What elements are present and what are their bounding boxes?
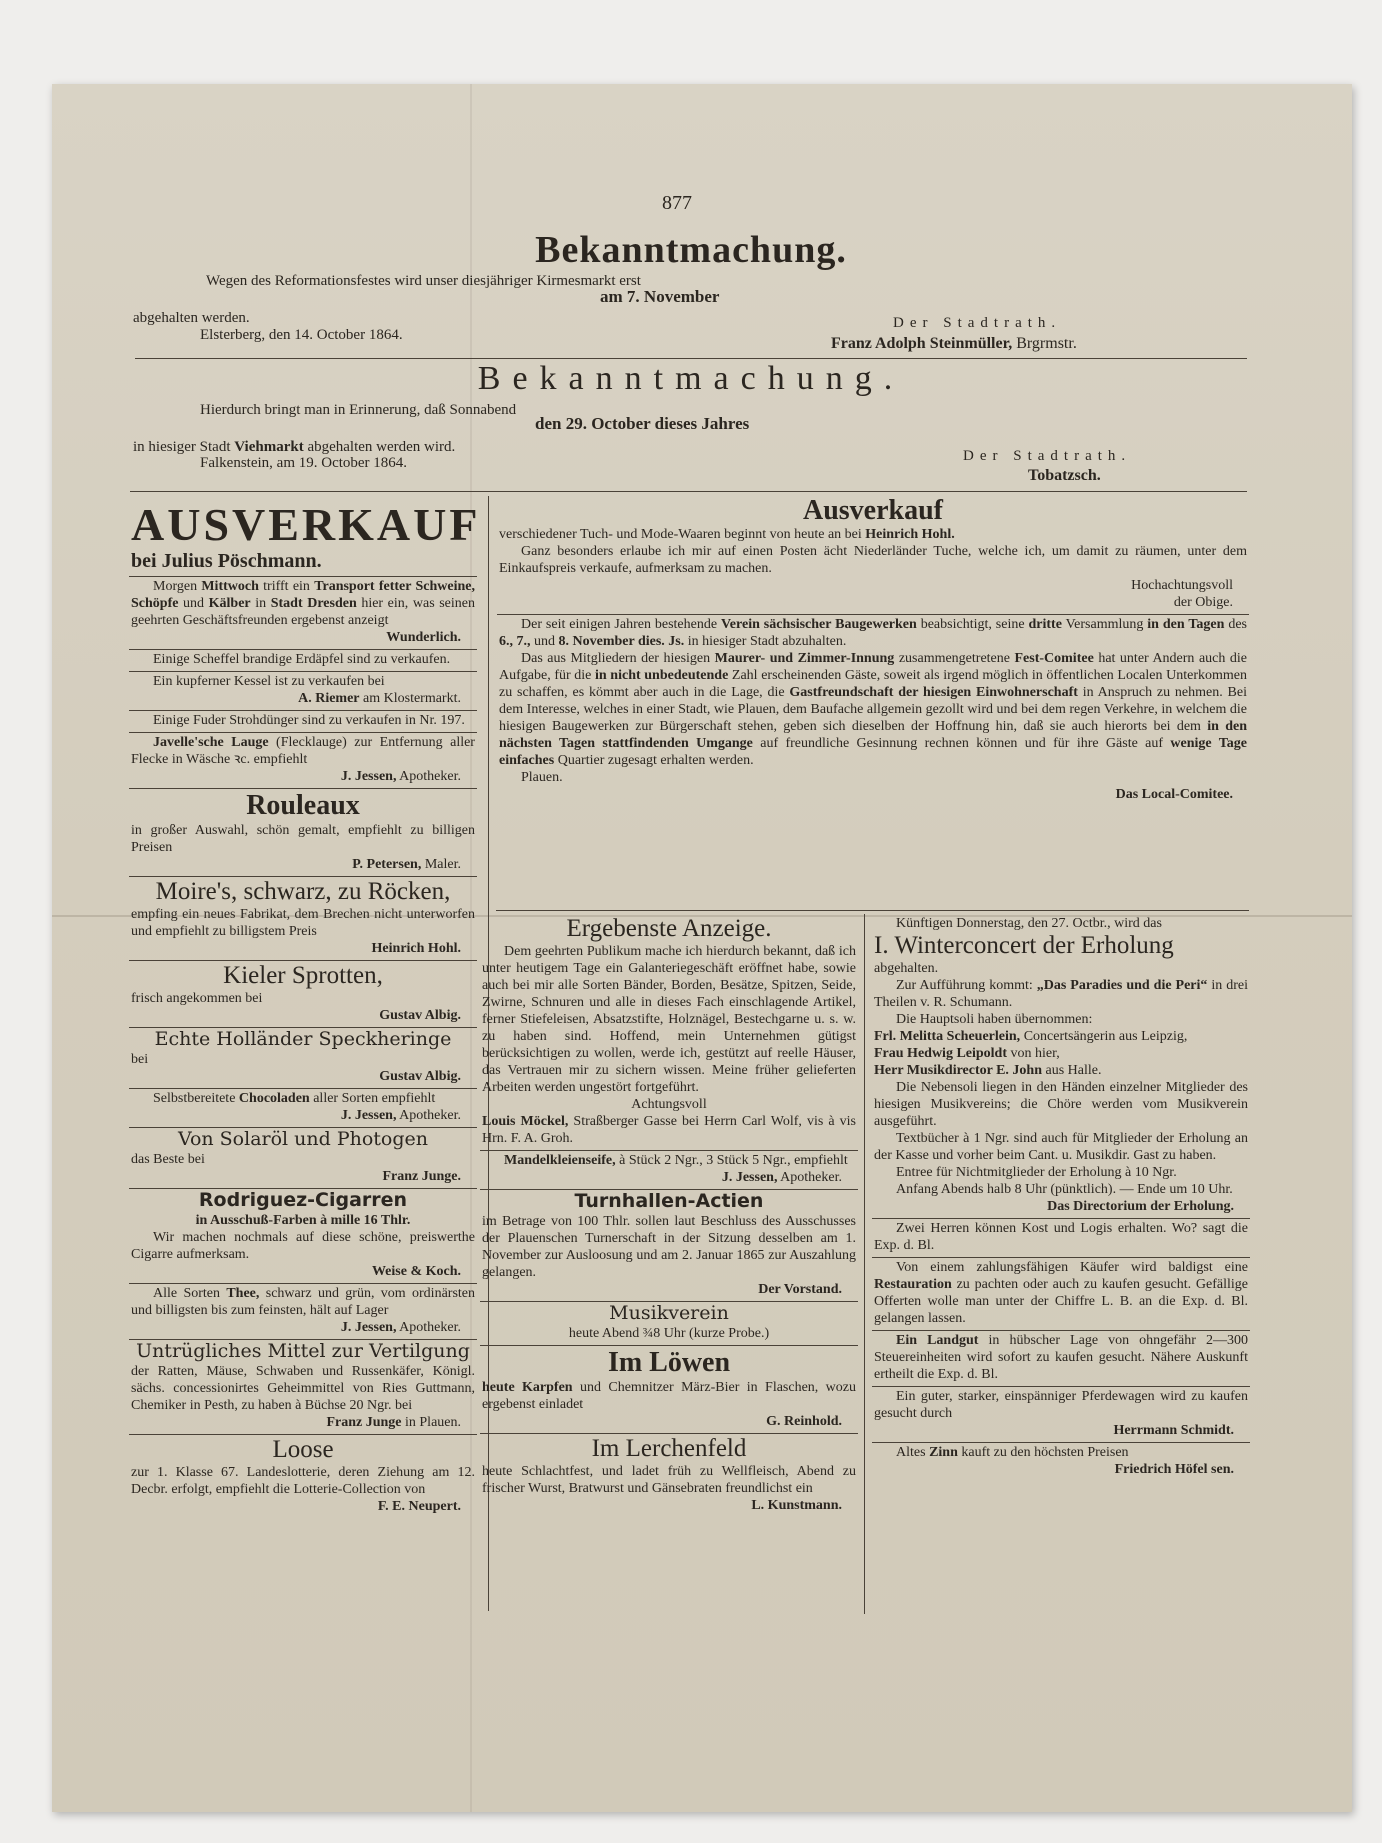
text-run: Künftigen Donnerstag, den 27. Octbr., wird das — [896, 916, 1162, 931]
ad-signature — [131, 690, 475, 707]
text-run: à Stück 2 Ngr., 3 Stück 5 Ngr., empfiehlt — [615, 1153, 848, 1169]
emphasis-run: „Das Paradies und die Peri“ — [1036, 978, 1208, 994]
emphasis-run: Das Local-Comitee. — [1115, 787, 1233, 803]
emphasis-run: J. Jessen, — [340, 769, 397, 785]
text-run: (Flecklauge) zur Entfernung aller Flecke in Wäsche ꝛc. empfiehlt — [131, 735, 475, 768]
advertisement — [129, 1435, 477, 1518]
ad-text — [874, 1079, 1248, 1130]
text-run: schwarz und grün, vom ordinärsten und billigsten bis zum feinsten, hält auf Lager — [131, 1286, 475, 1318]
text-run: Dem geehrten Publikum mache ich hierdurch bekannt, daß ich unter heutigem Tage ein Galanteriegeschäft eröffnet habe, sowie auch bei mir alle Sorten Bänder, Borden, Besätze, Spitzen, Seide, Zwirne, Schnuren und alle in dieses Fach einschlagende Artikel, ferner Stiefeleisen, Absatzstifte, Holznägel, Bestechgarne u. s. w. zu haben sind. Hoffend, mein Unternehmen gütigst berücksichtigen zu wollen, werde ich, gestützt auf reelle Häuser, das Vertrauen mir zu sichern wissen. Meine früher gelieferten Arbeiten werden ungestört fortgeführt. — [482, 944, 856, 1096]
advertisement — [129, 577, 477, 650]
ad-subtitle — [874, 933, 1248, 959]
advertisement — [872, 1219, 1250, 1258]
advertisement — [480, 1190, 858, 1302]
ad-text — [874, 1181, 1248, 1198]
emphasis-run: G. Reinhold. — [766, 1413, 842, 1429]
text-run: Anfang Abends halb 8 Uhr (pünktlich). — Ende um 10 Uhr. — [896, 1182, 1233, 1198]
text-run: und — [178, 596, 209, 612]
text-run: des — [1224, 617, 1247, 633]
emphasis-run: in den nächsten Tagen stattfindenden Umgange — [499, 719, 1247, 752]
text-run: Quartier zugesagt erhalten werden. — [554, 753, 754, 769]
ad-text — [131, 578, 475, 629]
ad-title: Rouleaux — [246, 790, 360, 822]
text-run: in Anspruch zu nehmen. Bei dem Interesse, welches in einer Stadt, wie Plauen, dem Baufache allgemein gezollt wird und bei dem regen Verkehre, in welchem die hiesigen Baugewerken zur Bürgerschaft stehen, geben sich dieselben der Hoffnung hin, daß sie auch hierorts bei dem — [499, 685, 1248, 735]
notice-date: am 7. November — [600, 287, 720, 306]
text-run: und — [530, 634, 559, 650]
emphasis-run: Viehmarkt — [234, 439, 304, 455]
emphasis-run: Mandelkleienseife, — [504, 1153, 616, 1169]
text-run: in — [250, 596, 271, 612]
text-run: in drei Theilen v. R. Schumann. — [874, 978, 1248, 1011]
emphasis-run: Wunderlich. — [386, 630, 461, 646]
ad-text — [131, 712, 475, 729]
emphasis-run: dritte — [1028, 617, 1062, 633]
text-run: abgehalten. — [874, 961, 939, 977]
emphasis-run: Kälber — [208, 596, 251, 612]
emphasis-run: 8. November dies. Js. — [558, 634, 685, 650]
ad-signature — [131, 1263, 475, 1280]
emphasis-run: Zinn — [929, 1445, 958, 1461]
ad-signature — [131, 1498, 475, 1515]
ad-title: Musikverein — [609, 1302, 729, 1325]
advertisement — [129, 1189, 477, 1284]
text-run: hat unter Andern auch die Aufgabe, für die — [499, 651, 1247, 684]
ad-text — [874, 1220, 1248, 1254]
text-run: Von einem zahlungsfähigen Käufer wird baldigst eine — [896, 1260, 1248, 1276]
text-run: hier ein, was seinen geehrten Geschäftsfreunden ergebenst anzeigt — [131, 596, 476, 629]
text-run: Einige Scheffel brandige Erdäpfel sind zu verkaufen. — [153, 652, 451, 668]
notice-title: Bekanntmachung. — [535, 229, 847, 271]
text-run: empfing ein neues Fabrikat, dem Brechen nicht unterworfen und empfiehlt zu billigstem Preis — [131, 906, 475, 939]
ad-signature — [874, 1461, 1248, 1478]
advertisement — [129, 789, 477, 876]
emphasis-run: Gustav Albig. — [379, 1008, 461, 1024]
text-run: Morgen — [153, 579, 202, 595]
text-run: kauft zu den höchsten Preisen — [957, 1445, 1129, 1461]
text-run: und Chemnitzer März-Bier in Flaschen, wozu ergebenst einladet — [482, 1379, 857, 1412]
ad-text — [482, 1152, 856, 1169]
advertisement — [480, 914, 858, 1151]
text-run: Apotheker. — [396, 1108, 461, 1124]
ad-text — [874, 977, 1248, 1011]
emphasis-run: Thee, — [226, 1286, 260, 1301]
text-run: in großer Auswahl, schön gemalt, empfiehlt zu billigen Preisen — [131, 822, 475, 855]
ad-signature — [131, 1007, 475, 1024]
ad-text — [131, 1212, 475, 1229]
text-run: in hübscher Lage von ohngefähr 2—300 Steuereinheiten wird sofort zu kaufen gesucht. Nähere Auskunft ertheilt die Exp. d. Bl. — [874, 1333, 1248, 1383]
text-run: Textbücher à 1 Ngr. sind auch für Mitglieder der Erholung an der Kasse und vorher beim Cant. u. Musikdir. Gast zu haben. — [874, 1131, 1248, 1164]
ad-text — [131, 1363, 475, 1414]
ad-text — [874, 1444, 1248, 1461]
ad-text — [499, 650, 1247, 769]
advertisement — [129, 1089, 477, 1128]
advertisement — [872, 1443, 1250, 1481]
ad-title: Moire's, schwarz, zu Röcken, — [155, 877, 451, 905]
emphasis-run: Verein sächsischer Baugewerken — [720, 617, 917, 633]
text-run: im Betrage von 100 Thlr. sollen laut Beschluss des Ausschusses der Plauenschen Turnerschaft in der Sitzung desselben am 1. November zur Ausloosung und am 2. Januar 1865 zur Auszahlung gelangen. — [482, 1214, 856, 1281]
emphasis-run: A. Riemer — [298, 691, 360, 707]
column-left — [129, 496, 481, 1518]
advertisement — [129, 496, 481, 577]
text-run: am Klostermarkt. — [359, 691, 461, 707]
column-middle — [480, 914, 858, 1517]
emphasis-run: Javelle'sche Lauge — [153, 735, 269, 751]
text-run: Einige Fuder Strohdünger sind zu verkaufen in Nr. 197. — [153, 713, 465, 729]
ad-signature — [499, 594, 1247, 611]
ad-title: Rodriguez-Cigarren — [198, 1189, 408, 1212]
ad-signature — [131, 1107, 475, 1124]
emphasis-run: F. E. Neupert. — [377, 1499, 461, 1515]
ad-signature — [131, 1414, 475, 1431]
text-run: Maler. — [421, 856, 461, 872]
ad-text — [482, 1113, 856, 1147]
emphasis-run: Franz Junge — [326, 1414, 402, 1430]
divider — [135, 358, 1247, 359]
text-run: in hiesiger Stadt — [133, 439, 231, 455]
text-run: der Ratten, Mäuse, Schwaben und Russenkäfer, Königl. sächs. concessionirtes Geheimmittel von Ries Guttmann, Chemiker in Pesth, zu haben à Büchse 20 Ngr. bei — [131, 1363, 475, 1413]
emphasis-run: wenige Tage einfaches — [499, 736, 1247, 769]
emphasis-run: J. Jessen, — [340, 1108, 397, 1124]
text-run: Wir machen nochmals auf diese schöne, preiswerthe Cigarre aufmerksam. — [131, 1230, 475, 1262]
advertisement — [872, 1387, 1250, 1443]
ad-signature — [499, 786, 1247, 803]
emphasis-run: Mittwoch — [201, 579, 259, 595]
text-run: Die Nebensoli liegen in den Händen einzelner Mitglieder des hiesigen Musikvereins; die Chöre werden vom Musikverein ausgeführt. — [874, 1080, 1248, 1130]
ad-text — [131, 1229, 475, 1263]
ad-signature — [874, 1422, 1248, 1439]
notice-continuation: abgehalten werden. — [133, 310, 250, 326]
text-run: Apotheker. — [396, 1320, 461, 1335]
ad-text — [874, 1028, 1248, 1045]
ad-title: Turnhallen-Actien — [574, 1190, 764, 1213]
notice-authority: Der Stadtrath. — [963, 448, 1132, 464]
text-run: Concertsängerin aus Leipzig, — [1020, 1029, 1188, 1045]
notice-place-date: Elsterberg, den 14. October 1864. — [200, 327, 403, 343]
emphasis-run: 6., 7., — [499, 634, 531, 650]
text-run: Plauen. — [521, 770, 563, 786]
notice-signature: Tobatzsch. — [1028, 467, 1101, 484]
ad-text — [131, 906, 475, 940]
divider — [130, 491, 1247, 492]
emphasis-run: Weise & Koch. — [371, 1264, 461, 1279]
emphasis-run: Das Directorium der Erholung. — [1047, 1199, 1234, 1215]
ad-title: Im Lerchenfeld — [591, 1434, 747, 1462]
text-run: zusammengetretene — [894, 651, 1015, 667]
text-run: Straßberger Gasse bei Herrn Carl Wolf, vis à vis Hrn. F. A. Groh. — [482, 1114, 857, 1147]
emphasis-run: J. Jessen, — [721, 1170, 778, 1186]
ad-text — [874, 1259, 1248, 1327]
ad-text — [874, 1332, 1248, 1383]
text-run: das Beste bei — [131, 1152, 205, 1168]
ad-title: Kieler Sprotten, — [223, 961, 383, 989]
emphasis-run: Gastfreundschaft der hiesigen Einwohnerschaft — [789, 685, 1078, 701]
emphasis-run: Chocoladen — [238, 1091, 310, 1107]
ad-text — [482, 943, 856, 1096]
ad-text — [499, 526, 1247, 543]
advertisement — [872, 1331, 1250, 1387]
advertisement — [872, 914, 1250, 1219]
ad-subtitle — [131, 551, 475, 572]
ad-text — [482, 1213, 856, 1281]
advertisement — [497, 494, 1249, 615]
text-run: I. Winterconcert der Erholung — [874, 932, 1174, 959]
advertisement — [129, 961, 477, 1028]
ad-title: Untrügliches Mittel zur Vertilgung — [136, 1340, 470, 1362]
ad-title: Ergebenste Anzeige. — [566, 915, 772, 942]
text-run: Entree für Nichtmitglieder der Erholung à 10 Ngr. — [896, 1165, 1177, 1181]
text-run: abgehalten werden wird. — [307, 439, 456, 455]
ad-text — [874, 1062, 1248, 1079]
emphasis-run: Julius Pöschmann. — [161, 550, 322, 573]
emphasis-run: Herrmann Schmidt. — [1113, 1423, 1234, 1439]
ad-text — [131, 1090, 475, 1107]
ad-signature — [131, 856, 475, 873]
notice-continuation — [133, 439, 455, 456]
text-run: zur 1. Klasse 67. Landeslotterie, deren Ziehung am 12. Decbr. erfolgt, empfiehlt die Lotterie-Collection von — [131, 1465, 475, 1498]
text-run: Apotheker. — [777, 1170, 842, 1186]
text-run: Zahl erscheinenden Gäste, soweit als irgend möglich in öffentlichen Localen Unterkommen zu schaffen, es kömmt aber auch in die Lage, die — [499, 668, 1247, 701]
text-run: in hiesiger Stadt abzuhalten. — [684, 634, 847, 650]
text-run: Zur Aufführung kommt: — [896, 978, 1037, 994]
notice-title: Bekanntmachung. — [477, 360, 905, 397]
emphasis-run: J. Jessen, — [340, 1320, 397, 1335]
advertisement — [872, 1258, 1250, 1331]
ad-text — [482, 1325, 856, 1342]
page-number: 877 — [662, 192, 692, 214]
notice-body: Wegen des Reformationsfestes wird unser diesjähriger Kirmesmarkt erst — [206, 273, 641, 289]
signatory-name: Franz Adolph Steinmüller, — [831, 335, 1013, 352]
column-divider — [864, 914, 865, 1614]
ad-title: Im Löwen — [607, 1347, 731, 1379]
text-run: bei — [131, 1052, 149, 1068]
notice-authority: Der Stadtrath. — [893, 315, 1062, 331]
emphasis-run: in Ausschuß-Farben à mille 16 Thlr. — [195, 1213, 411, 1228]
ad-text — [131, 651, 475, 668]
text-run: aller Sorten empfiehlt — [309, 1091, 436, 1107]
emphasis-run: Herr Musikdirector E. John — [874, 1063, 1042, 1079]
ad-text — [499, 769, 1247, 786]
ad-signature — [499, 577, 1247, 594]
ad-title: Ausverkauf — [802, 495, 943, 526]
emphasis-run: Ein Landgut — [896, 1333, 979, 1349]
notice-signature — [831, 335, 1077, 353]
ad-signature — [131, 1168, 475, 1185]
text-run: Selbstbereitete — [153, 1091, 239, 1107]
ad-text — [131, 990, 475, 1007]
text-run: zu pachten oder auch zu kaufen gesucht. Gefällige Offerten wolle man unter der Chiffre L. B. an die Exp. d. Bl. gelangen lassen. — [874, 1277, 1248, 1327]
advertisement — [129, 711, 477, 733]
emphasis-run: in nicht unbedeutende — [595, 668, 729, 684]
advertisement — [480, 1151, 858, 1190]
ad-text — [131, 734, 475, 768]
emphasis-run: P. Petersen, — [352, 856, 422, 872]
text-run: Alle Sorten — [153, 1286, 227, 1301]
ad-text — [131, 1464, 475, 1498]
advertisement — [129, 1340, 477, 1435]
advertisement — [480, 1434, 858, 1517]
emphasis-run: Transport fetter Schweine, Schöpfe — [131, 579, 475, 612]
text-run: der Obige. — [1173, 595, 1233, 611]
text-run: von hier, — [1007, 1046, 1060, 1062]
emphasis-run: Heinrich Hohl. — [371, 940, 461, 956]
emphasis-run: heute Karpfen — [482, 1379, 573, 1395]
advertisement — [129, 672, 477, 711]
notice-place-date: Falkenstein, am 19. October 1864. — [200, 455, 408, 471]
ad-signature — [482, 1497, 856, 1514]
ad-text — [874, 1011, 1248, 1028]
ad-text — [482, 1463, 856, 1497]
ad-text — [131, 673, 475, 690]
text-run: aus Halle. — [1042, 1063, 1102, 1079]
emphasis-run: Frau Hedwig Leipoldt — [874, 1046, 1008, 1062]
ad-text — [874, 1164, 1248, 1181]
emphasis-run: Franz Junge. — [382, 1169, 461, 1185]
ad-text — [874, 1388, 1248, 1422]
ad-text — [874, 1130, 1248, 1164]
text-run: in Plauen. — [401, 1414, 461, 1430]
advertisement — [129, 1028, 477, 1089]
emphasis-run: Friedrich Höfel sen. — [1114, 1462, 1234, 1478]
ad-text — [874, 1045, 1248, 1062]
ad-text — [499, 616, 1247, 650]
divider — [496, 910, 1249, 911]
signatory-title: Brgrmstr. — [1016, 335, 1077, 352]
emphasis-run: Maurer- und Zimmer-Innung — [714, 651, 895, 667]
emphasis-run: Gustav Albig. — [379, 1069, 461, 1085]
ad-signature — [131, 1068, 475, 1085]
ad-signature — [482, 1169, 856, 1186]
column-top-right — [497, 494, 1249, 806]
advertisement — [480, 1302, 858, 1346]
text-run: Die Hauptsoli haben übernommen: — [896, 1012, 1093, 1028]
advertisement — [129, 1128, 477, 1189]
text-run: frisch angekommen bei — [131, 991, 263, 1007]
advertisement — [129, 1284, 477, 1340]
notice-date: den 29. October dieses Jahres — [535, 414, 750, 433]
ad-signature — [131, 768, 475, 785]
ad-text — [499, 543, 1247, 577]
text-run: Hochachtungsvoll — [1131, 578, 1233, 594]
column-right — [872, 914, 1250, 1481]
text-run: trifft ein — [258, 579, 315, 595]
text-run: heute Schlachtfest, und ladet früh zu Wellfleisch, Abend zu frischer Wurst, Bratwurst und Gänsebraten freundlichst ein — [482, 1463, 856, 1496]
text-run: Achtungsvoll — [631, 1097, 707, 1113]
ad-signature — [482, 1281, 856, 1298]
ad-text — [131, 1151, 475, 1168]
ad-signature — [874, 1198, 1248, 1215]
advertisement — [480, 1346, 858, 1433]
text-run: Versammlung — [1061, 617, 1148, 633]
emphasis-run: in den Tagen — [1147, 617, 1225, 633]
text-run: Der seit einigen Jahren bestehende — [521, 617, 721, 633]
emphasis-run: Heinrich Hohl. — [865, 527, 955, 543]
ad-title: Von Solaröl und Photogen — [177, 1128, 429, 1151]
text-run: verschiedener Tuch- und Mode-Waaren beginnt von heute an bei — [499, 527, 866, 543]
ad-text — [874, 960, 1248, 977]
emphasis-run: L. Kunstmann. — [751, 1497, 842, 1513]
ad-signature — [131, 940, 475, 957]
ad-title: AUSVERKAUF — [131, 499, 481, 550]
advertisement — [129, 877, 477, 961]
ad-text — [131, 1051, 475, 1068]
ad-text — [482, 1096, 856, 1113]
emphasis-run: Der Vorstand. — [758, 1282, 842, 1298]
text-run: Ganz besonders erlaube ich mir auf einen Posten ächt Niederländer Tuche, welche ich, um damit zu räumen, unter dem Einkaufspreis verkaufe, aufmerksam zu machen. — [499, 544, 1247, 577]
ad-text — [131, 1285, 475, 1319]
text-run: Zwei Herren können Kost und Logis erhalten. Wo? sagt die Exp. d. Bl. — [874, 1221, 1248, 1254]
ad-title: Loose — [272, 1435, 334, 1463]
text-run: Ein guter, starker, einspänniger Pferdewagen wird zu kaufen gesucht durch — [874, 1389, 1248, 1422]
text-run: Altes — [896, 1445, 930, 1461]
text-run: Apotheker. — [396, 769, 461, 785]
ad-text — [482, 1379, 856, 1413]
advertisement — [497, 615, 1249, 806]
notice-body: Hierdurch bringt man in Erinnerung, daß Sonnabend — [200, 402, 517, 418]
advertisement — [129, 650, 477, 672]
emphasis-run: Louis Möckel, — [482, 1114, 569, 1130]
text-run: bei — [131, 550, 162, 573]
ad-signature — [131, 629, 475, 646]
ad-title: Echte Holländer Speckheringe — [154, 1028, 452, 1051]
text-run: Das aus Mitgliedern der hiesigen — [521, 651, 715, 667]
emphasis-run: Fest-Comitee — [1014, 651, 1094, 667]
text-run: heute Abend ¾8 Uhr (kurze Probe.) — [568, 1326, 770, 1342]
text-run: auf freundliche Gesinnung rechnen können und für ihre Gäste auf — [752, 736, 1171, 752]
text-run: Ein kupferner Kessel ist zu verkaufen bei — [153, 674, 385, 690]
ad-signature — [482, 1413, 856, 1430]
emphasis-run: Restauration — [874, 1277, 952, 1293]
advertisement — [129, 733, 477, 789]
ad-text — [131, 822, 475, 856]
emphasis-run: Frl. Melitta Scheuerlein, — [874, 1029, 1021, 1045]
emphasis-run: Stadt Dresden — [270, 596, 357, 612]
text-run: beabsichtigt, seine — [916, 617, 1029, 633]
ad-signature — [131, 1319, 475, 1336]
ad-text — [874, 915, 1248, 932]
